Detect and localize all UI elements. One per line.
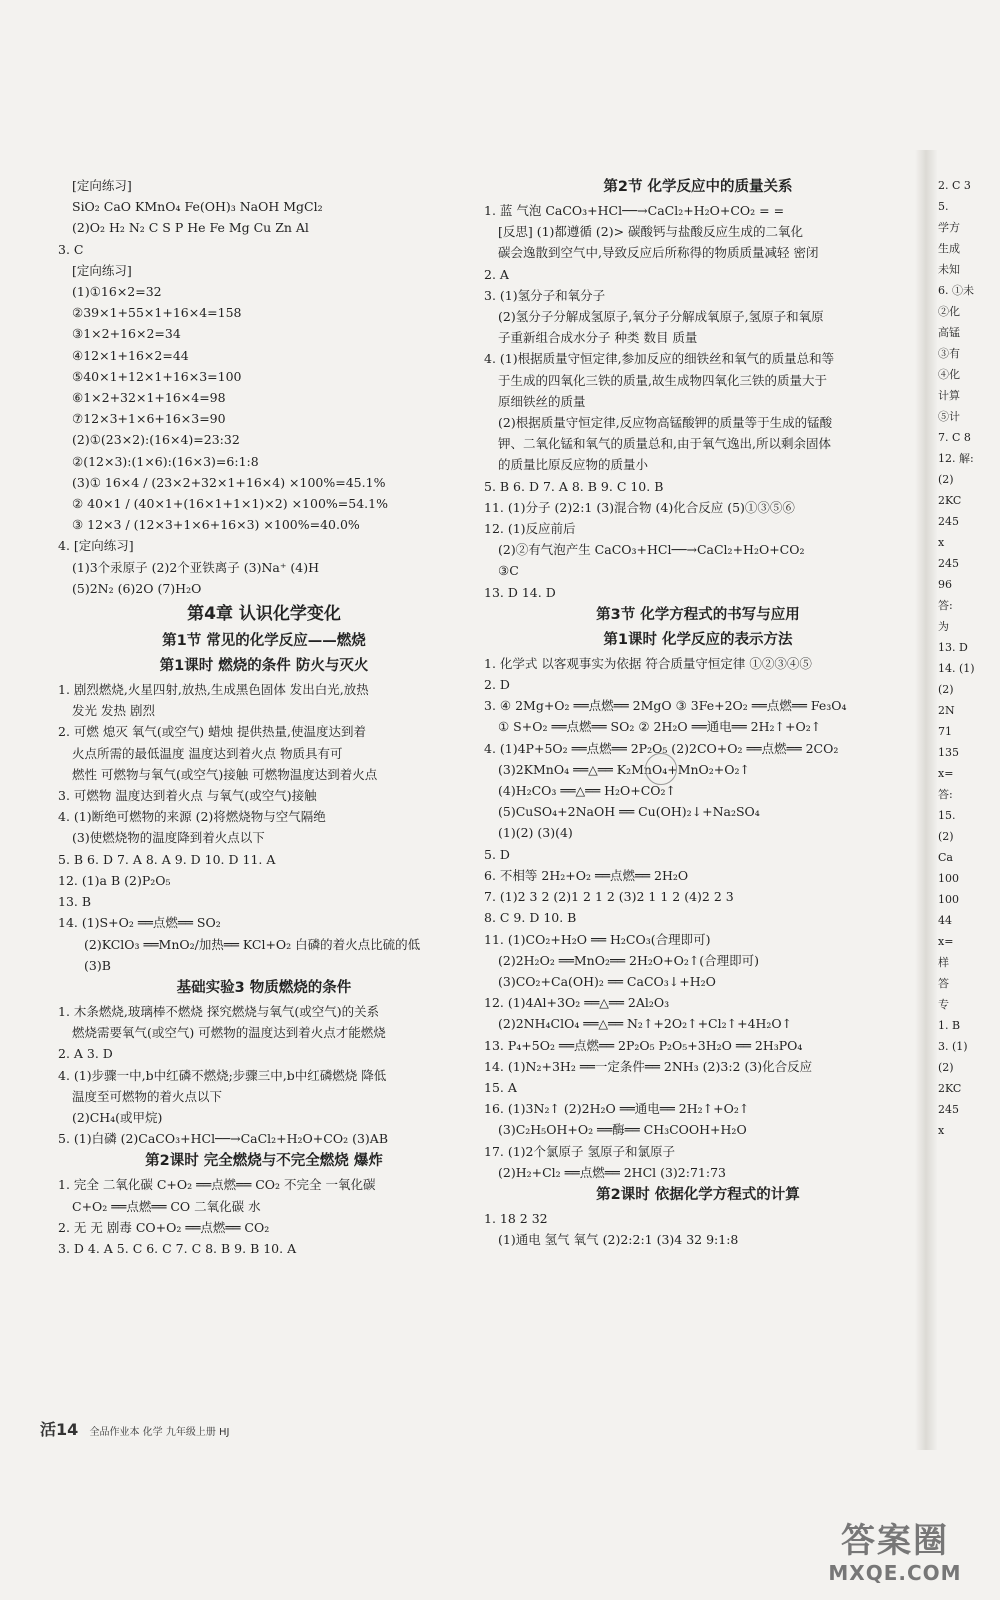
page-footer: [40, 1417, 229, 1440]
answer-line: 16. (1)3N₂↑ (2)2H₂O ══通电══ 2H₂↑+O₂↑: [484, 1101, 750, 1117]
answer-line: (5)CuSO₄+2NaOH ══ Cu(OH)₂↓+Na₂SO₄: [498, 804, 760, 820]
answer-line: 4. (1)根据质量守恒定律,参加反应的细铁丝和氧气的质量总和等: [484, 351, 835, 367]
answer-line: ③ 12×3 / (12×3+1×6+16×3) ×100%=40.0%: [72, 517, 360, 533]
watermark-logo: [800, 1520, 990, 1590]
cropped-line: Ca: [938, 851, 953, 864]
watermark-text: 答案圈: [841, 1521, 949, 1561]
cropped-line: ⑤计: [938, 410, 960, 423]
answer-line: ② 40×1 / (40×1+(16×1+1×1)×2) ×100%=54.1%: [72, 496, 388, 512]
answer-line: 12. (1)反应前后: [484, 521, 576, 537]
answer-line: (1)①16×2=32: [72, 284, 162, 300]
footer-text: 全品作业本 化学 九年级上册 HJ: [89, 1427, 230, 1438]
answer-line: (2)②有气泡产生 CaCO₃+HCl──→CaCl₂+H₂O+CO₂: [498, 542, 805, 558]
section-heading: 第3节 化学方程式的书写与应用: [596, 606, 800, 623]
answer-line: (1)通电 氢气 氧气 (2)2:2:1 (3)4 32 9:1:8: [498, 1232, 739, 1248]
cropped-line: 生成: [938, 242, 960, 255]
section-heading: 第2节 化学反应中的质量关系: [603, 179, 793, 195]
cropped-line: 71: [938, 725, 952, 738]
cropped-line: x=: [938, 767, 954, 780]
cropped-line: 245: [938, 1103, 959, 1116]
answer-line: 燃烧需要氧气(或空气) 可燃物的温度达到着火点才能燃烧: [72, 1025, 386, 1041]
answer-line: 发光 发热 剧烈: [72, 703, 155, 719]
section-heading: 第4章 认识化学变化: [187, 604, 341, 625]
cropped-line: ④化: [938, 368, 960, 381]
cropped-line: 专: [938, 998, 949, 1011]
answer-line: (3)使燃烧物的温度降到着火点以下: [72, 830, 265, 846]
section-heading: 第1节 常见的化学反应——燃烧: [162, 633, 366, 650]
watermark-url: MXQE.COM: [828, 1561, 962, 1585]
cropped-line: 2KC: [938, 494, 962, 507]
cropped-line: x=: [938, 935, 954, 948]
answer-line: (2)氢分子分解成氢原子,氧分子分解成氧原子,氢原子和氧原: [498, 309, 824, 325]
answer-line: ④12×1+16×2=44: [72, 347, 189, 363]
answer-line: (2)2NH₄ClO₄ ══△══ N₂↑+2O₂↑+Cl₂↑+4H₂O↑: [498, 1016, 793, 1032]
answer-line: 7. (1)2 3 2 (2)1 2 1 2 (3)2 1 1 2 (4)2 2 3: [484, 889, 734, 905]
cropped-line: 学方: [938, 221, 960, 234]
cropped-line: 未知: [938, 263, 960, 276]
cropped-line: 答:: [938, 599, 953, 612]
answer-line: 12. (1)4Al+3O₂ ══△══ 2Al₂O₃: [484, 995, 670, 1011]
answer-line: ⑤40×1+12×1+16×3=100: [72, 368, 242, 384]
section-heading: 基础实验3 物质燃烧的条件: [176, 979, 352, 996]
left-column: [58, 175, 470, 1259]
cropped-line: 245: [938, 515, 959, 528]
answer-line: 温度至可燃物的着火点以下: [72, 1088, 223, 1104]
cropped-line: 5.: [938, 200, 949, 213]
answer-line: ②39×1+55×1+16×4=158: [72, 305, 242, 321]
answer-line: 11. (1)分子 (2)2:1 (3)混合物 (4)化合反应 (5)①③⑤⑥: [484, 499, 795, 515]
answer-line: ③C: [498, 563, 519, 579]
cropped-line: ③有: [938, 347, 960, 360]
cropped-line: 44: [938, 914, 952, 927]
answer-line: 17. (1)2个氯原子 氢原子和氯原子: [484, 1143, 675, 1159]
answer-line: 1. 化学式 以客观事实为依据 符合质量守恒定律 ①②③④⑤: [484, 655, 812, 671]
answer-line: 3. (1)氢分子和氧分子: [484, 287, 606, 303]
answer-line: (1)3个汞原子 (2)2个亚铁离子 (3)Na⁺ (4)H: [72, 559, 320, 575]
answer-line: 于生成的四氧化三铁的质量,故生成物四氧化三铁的质量大于: [498, 372, 827, 388]
answer-line: 13. B: [58, 894, 92, 910]
cropped-line: x: [938, 1124, 945, 1137]
answer-line: 火点所需的最低温度 温度达到着火点 物质具有可: [72, 745, 343, 761]
answer-line: 14. (1)N₂+3H₂ ══一定条件══ 2NH₃ (2)3:2 (3)化合反应: [484, 1058, 813, 1074]
page-number: 活14: [40, 1420, 79, 1439]
answer-line: 钾、二氧化锰和氧气的质量总和,由于氧气逸出,所以剩余固体: [498, 436, 831, 452]
answer-line: 6. 不相等 2H₂+O₂ ══点燃══ 2H₂O: [484, 867, 689, 883]
cropped-line: 2. C 3: [938, 179, 971, 192]
answer-line: 1. 完全 二氧化碳 C+O₂ ══点燃══ CO₂ 不完全 一氧化碳: [58, 1177, 376, 1193]
answer-line: 14. (1)S+O₂ ══点燃══ SO₂: [58, 915, 221, 931]
answer-line: 1. 18 2 32: [484, 1210, 548, 1226]
cropped-line: 6. ①未: [938, 284, 974, 297]
answer-line: (2)CH₄(或甲烷): [72, 1109, 163, 1125]
section-heading: 第2课时 依据化学方程式的计算: [596, 1186, 800, 1203]
cropped-line: 7. C 8: [938, 431, 971, 444]
answer-line: 碳会逸散到空气中,导致反应后所称得的物质质量减轻 密闭: [498, 245, 819, 261]
answer-line: 子重新组合成水分子 种类 数目 质量: [498, 330, 698, 346]
answer-line: 5. B 6. D 7. A 8. B 9. C 10. B: [484, 478, 664, 494]
answer-line: 8. C 9. D 10. B: [484, 910, 577, 926]
answer-line: (3)① 16×4 / (23×2+32×1+16×4) ×100%=45.1%: [72, 474, 386, 490]
cropped-line: 2KC: [938, 1082, 962, 1095]
cropped-line: ②化: [938, 305, 960, 318]
answer-line: 5. (1)白磷 (2)CaCO₃+HCl──→CaCl₂+H₂O+CO₂ (3)AB: [58, 1131, 388, 1147]
cropped-line: 135: [938, 746, 959, 759]
answer-line: 2. D: [484, 677, 510, 693]
answer-line: (2)KClO₃ ══MnO₂/加热══ KCl+O₂ 白磷的着火点比硫的低: [84, 936, 421, 952]
answer-line: (2)①(23×2):(16×4)=23:32: [72, 432, 240, 448]
answer-line: 2. 可燃 熄灭 氧气(或空气) 蜡烛 提供热量,使温度达到着: [58, 724, 367, 740]
answer-line: 3. D 4. A 5. C 6. C 7. C 8. B 9. B 10. A: [58, 1240, 297, 1256]
cropped-line: 96: [938, 578, 952, 591]
answer-line: ③1×2+16×2=34: [72, 326, 181, 342]
answer-line: (2)根据质量守恒定律,反应物高锰酸钾的质量等于生成的锰酸: [498, 415, 833, 431]
cropped-line: 15.: [938, 809, 956, 822]
answer-line: 的质量比原反应物的质量小: [498, 457, 649, 473]
answer-line: 3. C: [58, 241, 84, 257]
answer-line: 12. (1)a B (2)P₂O₅: [58, 872, 171, 888]
section-heading: 第1课时 燃烧的条件 防火与灭火: [159, 658, 369, 675]
cropped-line: 答: [938, 977, 949, 990]
answer-line: 4. [定向练习]: [58, 538, 134, 554]
cropped-line: 样: [938, 956, 949, 969]
cropped-line: 计算: [938, 389, 960, 402]
answer-line: (3)CO₂+Ca(OH)₂ ══ CaCO₃↓+H₂O: [498, 973, 716, 989]
middle-column: [484, 175, 912, 1250]
answer-line: [反思] (1)都遵循 (2)> 碳酸钙与盐酸反应生成的二氧化: [498, 224, 804, 240]
cropped-line: (2): [938, 830, 954, 843]
answer-line: 13. P₄+5O₂ ══点燃══ 2P₂O₅ P₂O₅+3H₂O ══ 2H₃PO₄: [484, 1037, 803, 1053]
right-column-cropped: [938, 175, 1000, 1141]
answer-line: 11. (1)CO₂+H₂O ══ H₂CO₃(合理即可): [484, 931, 711, 947]
answer-line: 5. D: [484, 846, 510, 862]
answer-line: 3. ④ 2Mg+O₂ ══点燃══ 2MgO ③ 3Fe+2O₂ ══点燃══ Fe₃O₄: [484, 698, 847, 714]
answer-line: 2. A 3. D: [58, 1046, 113, 1062]
answer-line: 4. (1)断绝可燃物的来源 (2)将燃烧物与空气隔绝: [58, 809, 326, 825]
cropped-line: 14. (1): [938, 662, 975, 675]
cropped-line: 100: [938, 893, 959, 906]
cropped-line: (2): [938, 473, 954, 486]
answer-line: (3)B: [84, 957, 111, 973]
answer-line: (3)C₂H₅OH+O₂ ══酶══ CH₃COOH+H₂O: [498, 1122, 747, 1138]
answer-line: [定向练习]: [72, 262, 132, 278]
answer-line: 4. (1)4P+5O₂ ══点燃══ 2P₂O₅ (2)2CO+O₂ ══点燃══ 2CO₂: [484, 740, 839, 756]
cropped-line: 12. 解:: [938, 452, 974, 465]
answer-line: 4. (1)步骤一中,b中红磷不燃烧;步骤三中,b中红磷燃烧 降低: [58, 1067, 387, 1083]
faint-stamp: [645, 753, 677, 785]
answer-line: 15. A: [484, 1079, 517, 1095]
cropped-line: x: [938, 536, 945, 549]
answer-line: (3)2KMnO₄ ══△══ K₂MnO₄+MnO₂+O₂↑: [498, 761, 751, 777]
cropped-line: 为: [938, 620, 949, 633]
answer-line: 原细铁丝的质量: [498, 393, 586, 409]
answer-line: 1. 蓝 气泡 CaCO₃+HCl──→CaCl₂+H₂O+CO₂ = =: [484, 203, 785, 218]
cropped-line: (2): [938, 1061, 954, 1074]
answer-line: 燃性 可燃物与氧气(或空气)接触 可燃物温度达到着火点: [72, 766, 378, 782]
section-heading: 第1课时 化学反应的表示方法: [603, 631, 793, 648]
answer-line: C+O₂ ══点燃══ CO 二氧化碳 水: [72, 1198, 261, 1214]
answer-line: (5)2N₂ (6)2O (7)H₂O: [72, 580, 202, 596]
answer-line: (2)2H₂O₂ ══MnO₂══ 2H₂O+O₂↑(合理即可): [498, 952, 760, 968]
answer-line: 1. 木条燃烧,玻璃棒不燃烧 探究燃烧与氧气(或空气)的关系: [58, 1003, 380, 1019]
answer-line: (4)H₂CO₃ ══△══ H₂O+CO₂↑: [498, 783, 677, 799]
section-heading: 第2课时 完全燃烧与不完全燃烧 爆炸: [145, 1153, 383, 1170]
cropped-line: 1. B: [938, 1019, 961, 1032]
answer-line: 2. 无 无 剧毒 CO+O₂ ══点燃══ CO₂: [58, 1219, 270, 1235]
page-fold-shadow: [915, 150, 937, 1450]
cropped-line: 13. D: [938, 641, 968, 654]
answer-line: ① S+O₂ ══点燃══ SO₂ ② 2H₂O ══通电══ 2H₂↑+O₂↑: [498, 719, 822, 735]
answer-line: (1)(2) (3)(4): [498, 825, 573, 841]
answer-line: ②(12×3):(1×6):(16×3)=6:1:8: [72, 453, 259, 469]
answer-line: 5. B 6. D 7. A 8. A 9. D 10. D 11. A: [58, 851, 276, 867]
cropped-line: (2): [938, 683, 954, 696]
cropped-line: 100: [938, 872, 959, 885]
answer-line: SiO₂ CaO KMnO₄ Fe(OH)₃ NaOH MgCl₂: [72, 199, 323, 215]
answer-line: ⑦12×3+1×6+16×3=90: [72, 411, 226, 427]
answer-line: 13. D 14. D: [484, 584, 556, 600]
answer-line: [定向练习]: [72, 178, 132, 193]
cropped-line: 245: [938, 557, 959, 570]
answer-line: ⑥1×2+32×1+16×4=98: [72, 390, 226, 406]
cropped-line: 3. (1): [938, 1040, 968, 1053]
answer-line: (2)O₂ H₂ N₂ C S P He Fe Mg Cu Zn Al: [72, 220, 309, 236]
answer-line: 2. A: [484, 266, 509, 282]
cropped-line: 高锰: [938, 326, 960, 339]
answer-line: (2)H₂+Cl₂ ══点燃══ 2HCl (3)2:71:73: [498, 1164, 726, 1180]
answer-line: 3. 可燃物 温度达到着火点 与氧气(或空气)接触: [58, 788, 317, 804]
answer-line: 1. 剧烈燃烧,火星四射,放热,生成黑色固体 发出白光,放热: [58, 682, 369, 698]
cropped-line: 2N: [938, 704, 955, 717]
cropped-line: 答:: [938, 788, 953, 801]
